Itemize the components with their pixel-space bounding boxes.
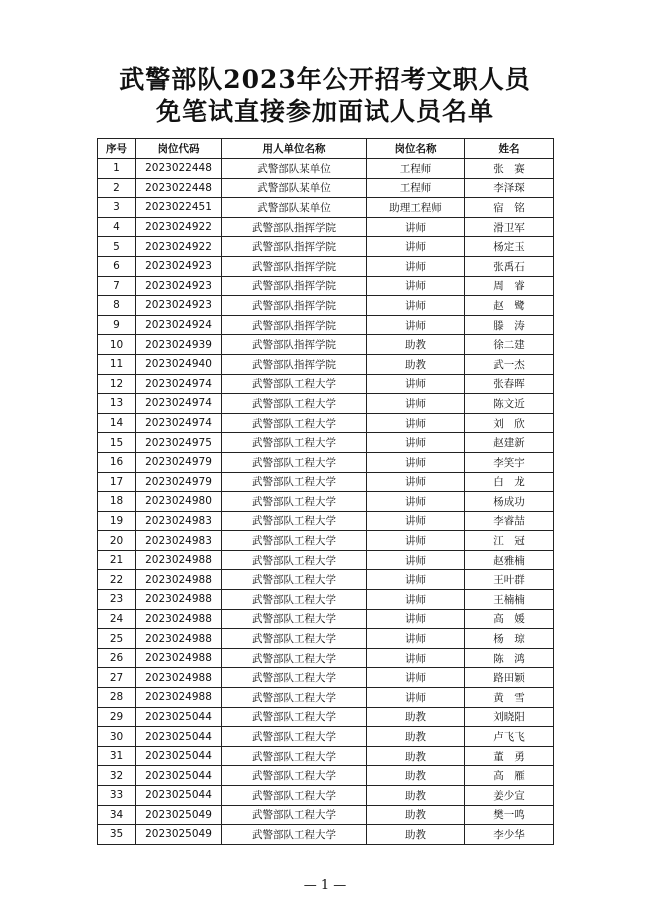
employer-name-cell: 武警部队工程大学 (222, 511, 367, 531)
position-code-cell: 2023024923 (136, 256, 222, 276)
table-row (98, 413, 554, 433)
person-name-cell: 张春晖 (465, 374, 554, 394)
person-name-cell: 董 勇 (465, 746, 554, 766)
person-name-cell: 樊一鸣 (465, 805, 554, 825)
serial-number-cell: 9 (98, 315, 136, 335)
employer-name-cell: 武警部队工程大学 (222, 648, 367, 668)
table-header-row (98, 139, 554, 159)
person-name-cell: 周 睿 (465, 276, 554, 296)
person-name-cell: 王楠楠 (465, 590, 554, 610)
table-row (98, 472, 554, 492)
employer-name-cell: 武警部队工程大学 (222, 570, 367, 590)
position-code-cell: 2023024974 (136, 413, 222, 433)
table-row (98, 688, 554, 708)
document-title-line-1: 武警部队2023年公开招考文职人员 (119, 65, 531, 94)
serial-number-cell: 26 (98, 648, 136, 668)
table-row (98, 570, 554, 590)
serial-number-cell: 10 (98, 335, 136, 355)
position-name-cell: 讲师 (367, 472, 465, 492)
person-name-cell: 武一杰 (465, 354, 554, 374)
table-row (98, 217, 554, 237)
position-name-cell: 工程师 (367, 159, 465, 179)
position-code-cell: 2023024988 (136, 629, 222, 649)
person-name-cell: 滑卫军 (465, 217, 554, 237)
position-code-cell: 2023024939 (136, 335, 222, 355)
position-name-cell: 讲师 (367, 531, 465, 551)
employer-name-cell: 武警部队工程大学 (222, 766, 367, 786)
serial-number-cell: 19 (98, 511, 136, 531)
position-name-cell: 讲师 (367, 511, 465, 531)
position-code-cell: 2023024988 (136, 688, 222, 708)
person-name-cell: 李泽琛 (465, 178, 554, 198)
position-name-cell: 讲师 (367, 550, 465, 570)
table-row (98, 178, 554, 198)
table-row (98, 335, 554, 355)
person-name-cell: 李少华 (465, 825, 554, 845)
position-code-cell: 2023024975 (136, 433, 222, 453)
serial-number-cell: 29 (98, 707, 136, 727)
serial-number-cell: 16 (98, 452, 136, 472)
table-row (98, 452, 554, 472)
table-row (98, 825, 554, 845)
page-number: — 1 — (303, 878, 347, 893)
position-code-cell: 2023025044 (136, 707, 222, 727)
person-name-cell: 江 冠 (465, 531, 554, 551)
position-code-cell: 2023024924 (136, 315, 222, 335)
header-position-name: 岗位名称 (367, 139, 465, 159)
serial-number-cell: 28 (98, 688, 136, 708)
person-name-cell: 赵 鹭 (465, 296, 554, 316)
serial-number-cell: 17 (98, 472, 136, 492)
person-name-cell: 姜少宣 (465, 786, 554, 806)
position-code-cell: 2023024974 (136, 374, 222, 394)
table-body (98, 159, 554, 845)
employer-name-cell: 武警部队工程大学 (222, 472, 367, 492)
header-position-code: 岗位代码 (136, 139, 222, 159)
position-name-cell: 助教 (367, 805, 465, 825)
person-name-cell: 白 龙 (465, 472, 554, 492)
employer-name-cell: 武警部队工程大学 (222, 413, 367, 433)
person-name-cell: 滕 涛 (465, 315, 554, 335)
position-name-cell: 讲师 (367, 394, 465, 414)
person-name-cell: 张 赛 (465, 159, 554, 179)
person-name-cell: 路田颖 (465, 668, 554, 688)
serial-number-cell: 14 (98, 413, 136, 433)
person-name-cell: 高 媛 (465, 609, 554, 629)
employer-name-cell: 武警部队某单位 (222, 198, 367, 218)
employer-name-cell: 武警部队工程大学 (222, 668, 367, 688)
serial-number-cell: 7 (98, 276, 136, 296)
person-name-cell: 赵建新 (465, 433, 554, 453)
position-code-cell: 2023024988 (136, 590, 222, 610)
employer-name-cell: 武警部队指挥学院 (222, 256, 367, 276)
person-name-cell: 刘 欣 (465, 413, 554, 433)
table-row (98, 296, 554, 316)
employer-name-cell: 武警部队工程大学 (222, 609, 367, 629)
position-code-cell: 2023024979 (136, 452, 222, 472)
position-name-cell: 助理工程师 (367, 198, 465, 218)
employer-name-cell: 武警部队工程大学 (222, 492, 367, 512)
serial-number-cell: 2 (98, 178, 136, 198)
person-name-cell: 张禹石 (465, 256, 554, 276)
serial-number-cell: 20 (98, 531, 136, 551)
position-name-cell: 讲师 (367, 374, 465, 394)
position-name-cell: 工程师 (367, 178, 465, 198)
serial-number-cell: 24 (98, 609, 136, 629)
serial-number-cell: 3 (98, 198, 136, 218)
table-row (98, 354, 554, 374)
position-code-cell: 2023024983 (136, 531, 222, 551)
position-code-cell: 2023025044 (136, 766, 222, 786)
position-name-cell: 讲师 (367, 296, 465, 316)
position-code-cell: 2023024983 (136, 511, 222, 531)
table-row (98, 629, 554, 649)
serial-number-cell: 25 (98, 629, 136, 649)
person-name-cell: 徐二建 (465, 335, 554, 355)
table-row (98, 315, 554, 335)
position-code-cell: 2023024922 (136, 217, 222, 237)
employer-name-cell: 武警部队工程大学 (222, 394, 367, 414)
person-name-cell: 刘晓阳 (465, 707, 554, 727)
person-name-cell: 黄 雪 (465, 688, 554, 708)
employer-name-cell: 武警部队工程大学 (222, 433, 367, 453)
serial-number-cell: 23 (98, 590, 136, 610)
person-name-cell: 陈文近 (465, 394, 554, 414)
person-name-cell: 杨 琼 (465, 629, 554, 649)
table-row (98, 531, 554, 551)
header-person-name: 姓名 (465, 139, 554, 159)
serial-number-cell: 4 (98, 217, 136, 237)
table-row (98, 590, 554, 610)
position-code-cell: 2023022448 (136, 178, 222, 198)
position-name-cell: 讲师 (367, 256, 465, 276)
employer-name-cell: 武警部队某单位 (222, 159, 367, 179)
position-code-cell: 2023024940 (136, 354, 222, 374)
employer-name-cell: 武警部队工程大学 (222, 550, 367, 570)
position-name-cell: 讲师 (367, 688, 465, 708)
table-row (98, 492, 554, 512)
position-name-cell: 讲师 (367, 433, 465, 453)
person-name-cell: 宿 铭 (465, 198, 554, 218)
position-code-cell: 2023022448 (136, 159, 222, 179)
position-code-cell: 2023025049 (136, 825, 222, 845)
candidate-table (97, 138, 554, 845)
table-row (98, 550, 554, 570)
employer-name-cell: 武警部队工程大学 (222, 531, 367, 551)
position-code-cell: 2023024980 (136, 492, 222, 512)
table-row (98, 805, 554, 825)
person-name-cell: 陈 鸿 (465, 648, 554, 668)
position-code-cell: 2023025044 (136, 786, 222, 806)
position-name-cell: 助教 (367, 707, 465, 727)
table-row (98, 159, 554, 179)
employer-name-cell: 武警部队指挥学院 (222, 335, 367, 355)
table-row (98, 746, 554, 766)
person-name-cell: 李笑宇 (465, 452, 554, 472)
position-name-cell: 讲师 (367, 590, 465, 610)
employer-name-cell: 武警部队工程大学 (222, 452, 367, 472)
position-name-cell: 助教 (367, 354, 465, 374)
person-name-cell: 李睿喆 (465, 511, 554, 531)
position-name-cell: 助教 (367, 786, 465, 806)
table-row (98, 766, 554, 786)
serial-number-cell: 32 (98, 766, 136, 786)
table-row (98, 374, 554, 394)
position-name-cell: 讲师 (367, 276, 465, 296)
table-row (98, 256, 554, 276)
table-row (98, 786, 554, 806)
serial-number-cell: 27 (98, 668, 136, 688)
serial-number-cell: 12 (98, 374, 136, 394)
person-name-cell: 杨成功 (465, 492, 554, 512)
employer-name-cell: 武警部队指挥学院 (222, 315, 367, 335)
position-name-cell: 助教 (367, 825, 465, 845)
position-name-cell: 讲师 (367, 413, 465, 433)
position-name-cell: 讲师 (367, 609, 465, 629)
position-code-cell: 2023024923 (136, 276, 222, 296)
serial-number-cell: 30 (98, 727, 136, 747)
table-row (98, 198, 554, 218)
table-row (98, 727, 554, 747)
table-row (98, 668, 554, 688)
table-row (98, 707, 554, 727)
person-name-cell: 杨定玉 (465, 237, 554, 257)
employer-name-cell: 武警部队工程大学 (222, 590, 367, 610)
position-name-cell: 讲师 (367, 315, 465, 335)
employer-name-cell: 武警部队工程大学 (222, 825, 367, 845)
position-name-cell: 助教 (367, 746, 465, 766)
employer-name-cell: 武警部队指挥学院 (222, 217, 367, 237)
serial-number-cell: 11 (98, 354, 136, 374)
position-code-cell: 2023024988 (136, 609, 222, 629)
serial-number-cell: 34 (98, 805, 136, 825)
serial-number-cell: 6 (98, 256, 136, 276)
employer-name-cell: 武警部队工程大学 (222, 707, 367, 727)
table-row (98, 394, 554, 414)
employer-name-cell: 武警部队指挥学院 (222, 296, 367, 316)
table-row (98, 276, 554, 296)
position-code-cell: 2023024988 (136, 648, 222, 668)
employer-name-cell: 武警部队指挥学院 (222, 237, 367, 257)
position-name-cell: 助教 (367, 335, 465, 355)
document-title-line-2: 免笔试直接参加面试人员名单 (155, 97, 494, 126)
position-name-cell: 讲师 (367, 452, 465, 472)
serial-number-cell: 5 (98, 237, 136, 257)
person-name-cell: 王叶群 (465, 570, 554, 590)
serial-number-cell: 1 (98, 159, 136, 179)
position-code-cell: 2023024979 (136, 472, 222, 492)
serial-number-cell: 22 (98, 570, 136, 590)
position-code-cell: 2023024988 (136, 668, 222, 688)
serial-number-cell: 31 (98, 746, 136, 766)
position-code-cell: 2023025049 (136, 805, 222, 825)
position-name-cell: 讲师 (367, 217, 465, 237)
employer-name-cell: 武警部队指挥学院 (222, 354, 367, 374)
position-name-cell: 讲师 (367, 237, 465, 257)
position-name-cell: 讲师 (367, 570, 465, 590)
table-row (98, 511, 554, 531)
position-code-cell: 2023025044 (136, 727, 222, 747)
employer-name-cell: 武警部队工程大学 (222, 629, 367, 649)
position-name-cell: 讲师 (367, 629, 465, 649)
position-name-cell: 讲师 (367, 492, 465, 512)
employer-name-cell: 武警部队工程大学 (222, 688, 367, 708)
person-name-cell: 高 雁 (465, 766, 554, 786)
position-code-cell: 2023024988 (136, 550, 222, 570)
person-name-cell: 卢飞飞 (465, 727, 554, 747)
employer-name-cell: 武警部队工程大学 (222, 746, 367, 766)
employer-name-cell: 武警部队某单位 (222, 178, 367, 198)
position-code-cell: 2023024988 (136, 570, 222, 590)
employer-name-cell: 武警部队工程大学 (222, 374, 367, 394)
serial-number-cell: 21 (98, 550, 136, 570)
serial-number-cell: 33 (98, 786, 136, 806)
position-name-cell: 讲师 (367, 648, 465, 668)
table-row (98, 648, 554, 668)
person-name-cell: 赵雅楠 (465, 550, 554, 570)
position-name-cell: 讲师 (367, 668, 465, 688)
employer-name-cell: 武警部队工程大学 (222, 805, 367, 825)
position-code-cell: 2023022451 (136, 198, 222, 218)
serial-number-cell: 15 (98, 433, 136, 453)
position-code-cell: 2023024922 (136, 237, 222, 257)
serial-number-cell: 35 (98, 825, 136, 845)
position-code-cell: 2023024974 (136, 394, 222, 414)
header-serial-number: 序号 (98, 139, 136, 159)
table-row (98, 433, 554, 453)
employer-name-cell: 武警部队工程大学 (222, 786, 367, 806)
employer-name-cell: 武警部队指挥学院 (222, 276, 367, 296)
header-employer-name: 用人单位名称 (222, 139, 367, 159)
position-name-cell: 助教 (367, 727, 465, 747)
position-code-cell: 2023025044 (136, 746, 222, 766)
serial-number-cell: 13 (98, 394, 136, 414)
serial-number-cell: 18 (98, 492, 136, 512)
position-name-cell: 助教 (367, 766, 465, 786)
serial-number-cell: 8 (98, 296, 136, 316)
employer-name-cell: 武警部队工程大学 (222, 727, 367, 747)
table-row (98, 237, 554, 257)
position-code-cell: 2023024923 (136, 296, 222, 316)
table-row (98, 609, 554, 629)
